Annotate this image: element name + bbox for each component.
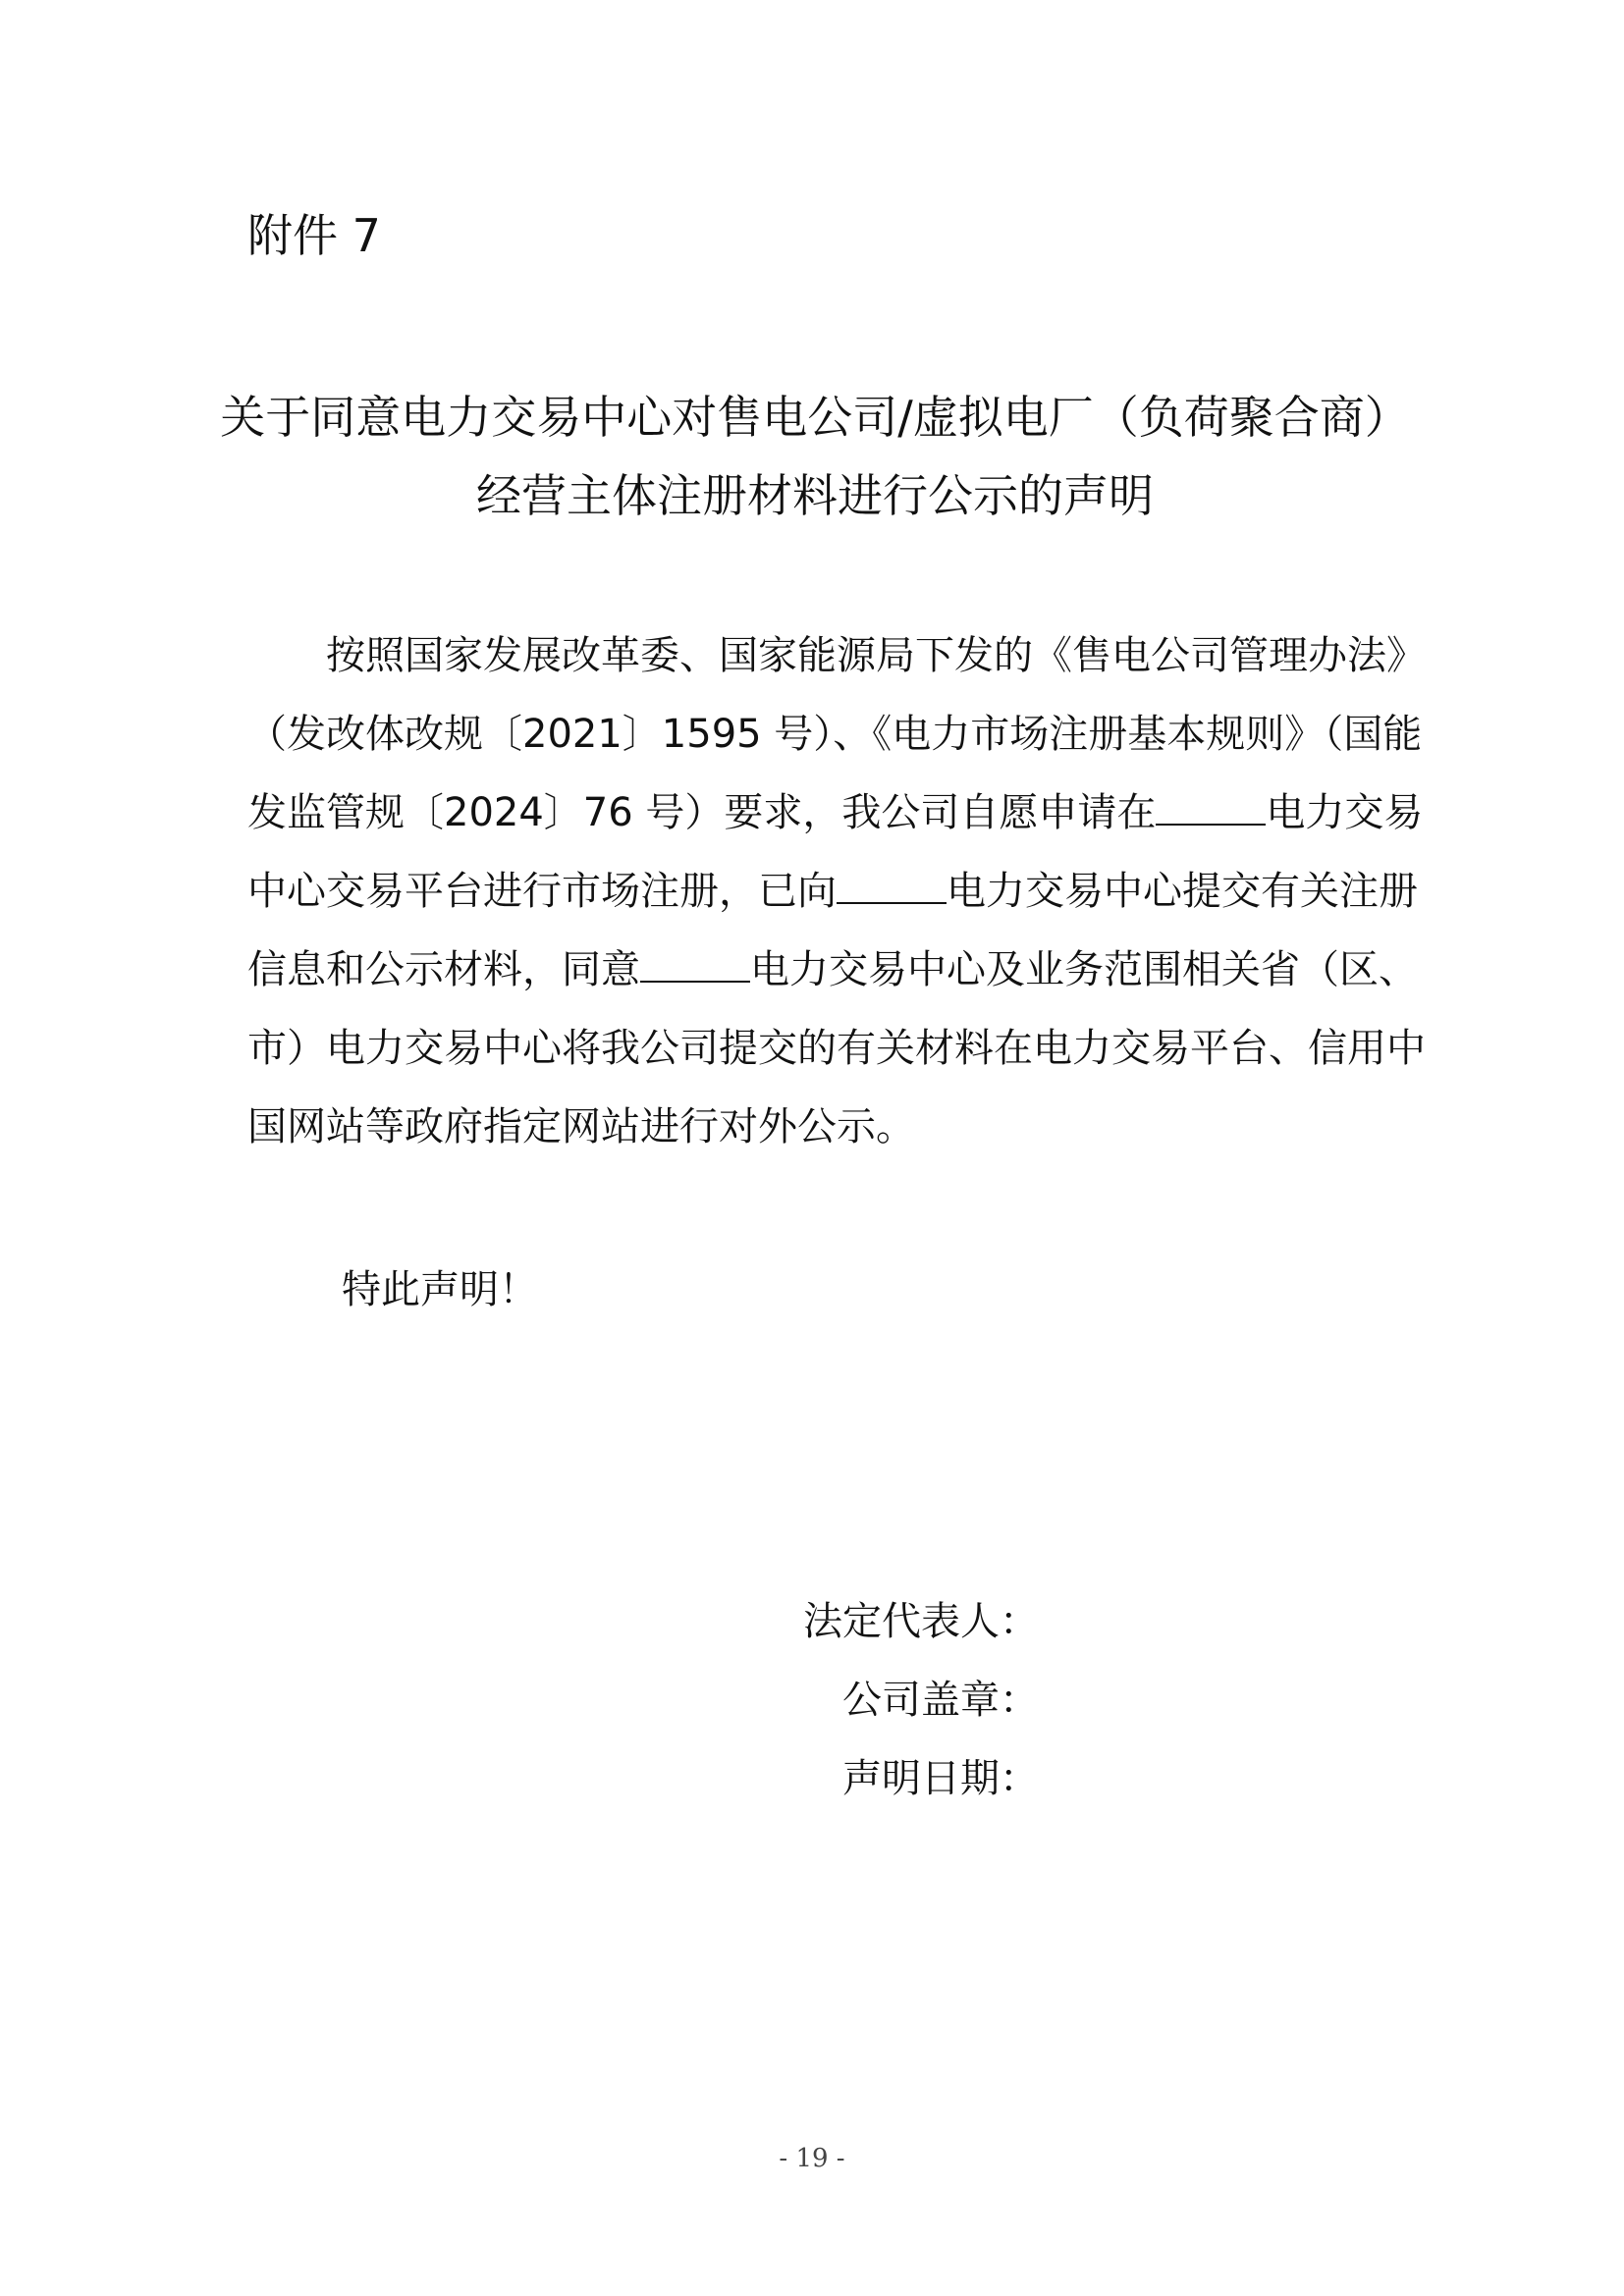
declaration-body [247, 616, 1426, 1166]
body-line-2: （发改体改规〔2021〕1595 号）、《电力市场注册基本规则》（国能 [247, 712, 1423, 757]
body-line-3 [247, 774, 1424, 852]
body-text-segment: 发监管规〔2024〕76 号）要求，我公司自愿申请在 [247, 790, 1157, 835]
document-title [216, 378, 1414, 535]
body-text-segment: 电力交易 [1266, 790, 1424, 835]
document-title-line-1: 关于同意电力交易中心对售电公司/虚拟电厂（负荷聚合商） [220, 391, 1410, 444]
body-text-segment: 信息和公示材料，同意 [247, 947, 640, 992]
closing-statement: 特此声明！ [342, 1267, 538, 1312]
declaration-date-label: 声明日期： [842, 1756, 1039, 1801]
fill-in-blank[interactable] [1156, 794, 1266, 826]
body-text-segment: 电力交易中心提交有关注册 [947, 869, 1418, 914]
page-number: - 19 - [779, 2144, 845, 2173]
body-text-segment: 电力交易中心及业务范围相关省（区、 [750, 947, 1418, 992]
body-line-6: 市）电力交易中心将我公司提交的有关材料在电力交易平台、信用中 [247, 1026, 1426, 1071]
legal-representative-label: 法定代表人： [803, 1599, 1039, 1644]
company-seal-label: 公司盖章： [842, 1678, 1039, 1723]
body-line-5 [247, 931, 1418, 1009]
attachment-label: 附件 7 [247, 209, 381, 262]
body-line-7: 国网站等政府指定网站进行对外公示。 [247, 1104, 915, 1149]
body-text-segment: 中心交易平台进行市场注册，已向 [247, 869, 837, 914]
fill-in-blank[interactable] [640, 951, 750, 983]
fill-in-blank[interactable] [837, 873, 947, 904]
body-line-1: 按照国家发展改革委、国家能源局下发的《售电公司管理办法》 [326, 633, 1426, 678]
body-line-4 [247, 852, 1418, 931]
document-title-line-2: 经营主体注册材料进行公示的声明 [476, 469, 1154, 522]
signature-block [803, 1582, 1039, 1818]
